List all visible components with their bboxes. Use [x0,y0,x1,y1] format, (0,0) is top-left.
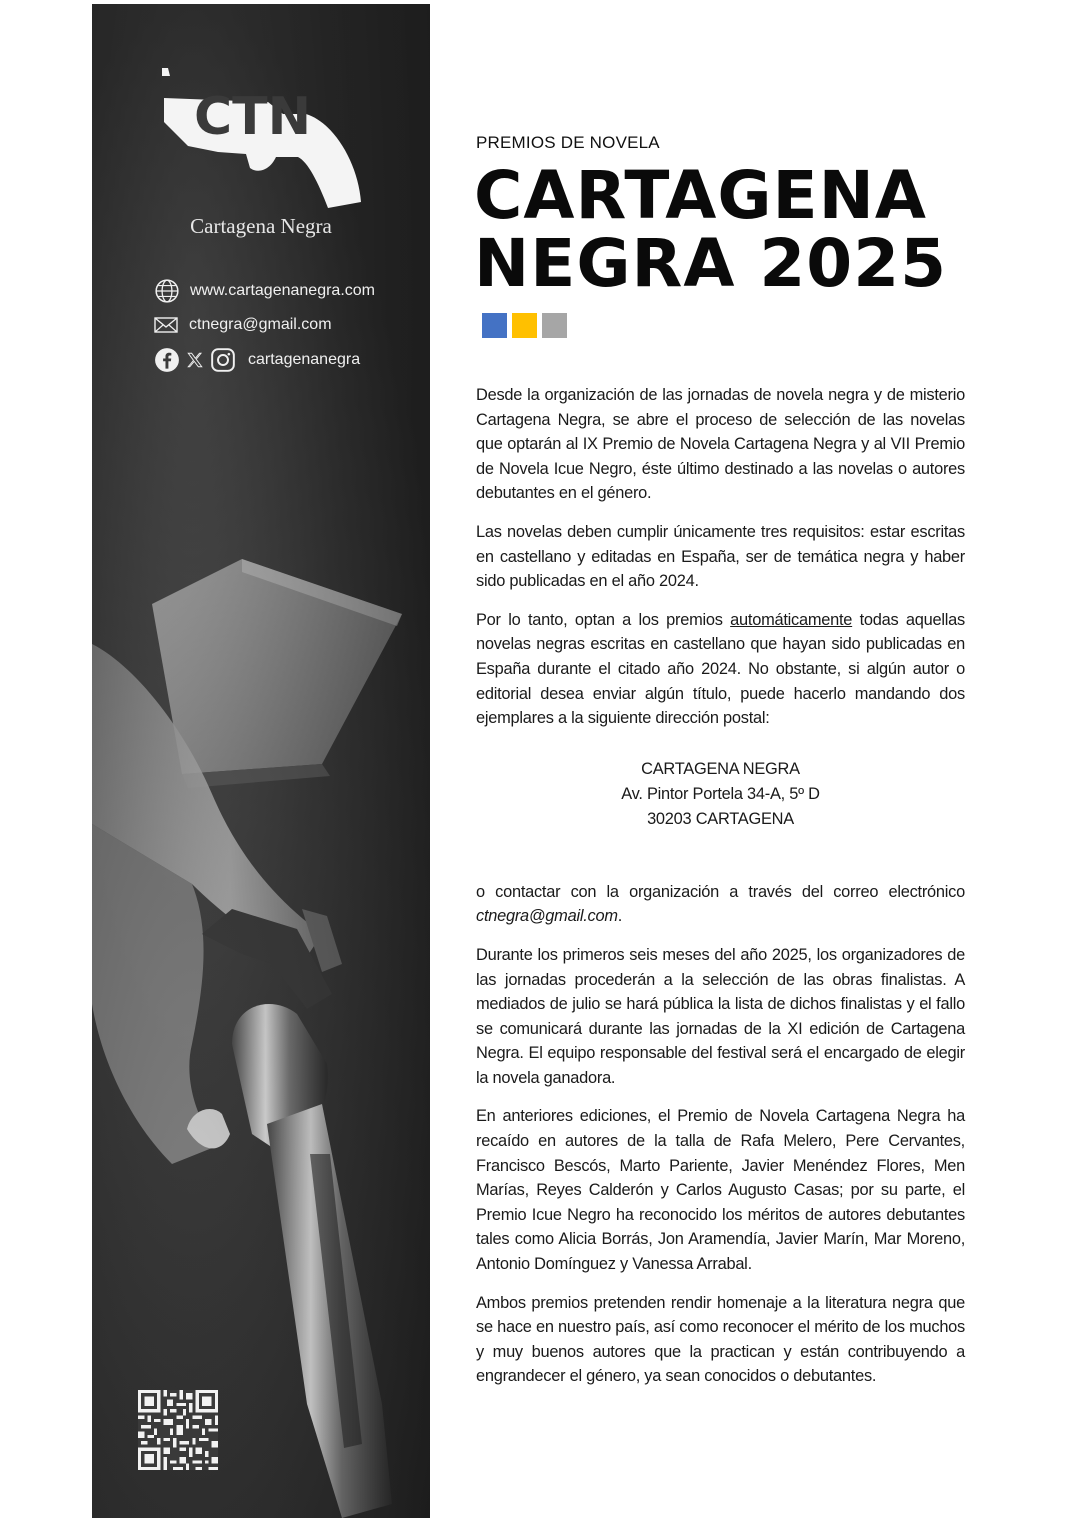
paragraph-closing: Ambos premios pretenden rendir homenaje a la literatura negra que se hace en nuestro país, así como reconocer el mérito de los muchos y muy buenos autores que la practican y están contribuyendo a engrandecer el género, ya sean conocidos o debutantes. [476,1293,965,1386]
ctn-logo [158,62,368,222]
paragraph-automatic-end: todas aquellas novelas negras escritas en castellano que hayan sido publicadas en España durante el citado año 2024. No obstante, si algún autor o editorial desea enviar algún título, puede hacerlo mandando dos ejemplares a la siguiente dirección postal: [476,610,965,728]
paragraph-schedule: Durante los primeros seis meses del año 2025, los organizadores de las jornadas procederán a la selección de las obras finalistas. A mediados de julio se hará pública la lista de dichos finalistas y el fallo se comunicará durante las jornadas de la XI edición de Cartagena Negra. El equipo responsable del festival será el encargado de elegir la novela ganadora. [476,945,965,1087]
facebook-icon[interactable] [154,347,180,373]
paragraph-automatic-start: Por lo tanto, optan a los premios [476,610,731,629]
instagram-icon[interactable] [210,347,236,373]
paragraph-past-winners: En anteriores ediciones, el Premio de Novela Cartagena Negra ha recaído en autores de la talla de Rafa Melero, Pere Cervantes, Francisco Bescós, Marto Pariente, Javier Menéndez Flores, Men Marías, Reyes Calderón y Carlos Augusto Casas; por su parte, el Premio Icue Negro ha reconocido los méritos de autores debutantes tales como Alicia Borrás, Jon Aramendía, Javier Marín, Mar Moreno, Antonio Domínguez y Vanessa Arrabal. [476,1107,965,1274]
title-line-1: CARTAGENA [474,157,927,234]
page-title [474,157,1034,302]
paragraph-contact [476,880,965,929]
swatch-blue [482,313,507,338]
logo-letters: CTN [194,87,312,147]
color-swatches [482,313,567,338]
paragraph-automatic [476,608,965,731]
paragraph-contact-start: o contactar con la organización a través del correo electrónico [476,882,965,901]
mail-icon [154,316,178,334]
kicker-label: PREMIOS DE NOVELA [476,133,660,152]
brand-name: Cartagena Negra [190,214,332,238]
website-row[interactable] [154,277,375,305]
social-row[interactable] [154,346,360,374]
address-line-3: 30203 CARTAGENA [647,809,794,828]
globe-icon [154,278,180,304]
qr-code[interactable] [138,1390,218,1470]
swatch-gray [542,313,567,338]
x-icon[interactable] [186,351,204,369]
paragraph-intro: Desde la organización de las jornadas de novela negra y de misterio Cartagena Negra, se abre el proceso de selección de las novelas que optarán al IX Premio de Novela Cartagena Negra y al VII Premio de Novela Icue Negro, éste último destinado a las novelas o autores debutantes en el género. [476,386,965,503]
address-line-2: Av. Pintor Portela 34-A, 5º D [621,784,820,803]
title-line-2: NEGRA 2025 [474,225,948,302]
paragraph-requirements: Las novelas deben cumplir únicamente tres requisitos: estar escritas en castellano y editadas en España, ser de temática negra y haber sido publicadas en el año 2024. [476,522,965,591]
contact-email-link[interactable]: ctnegra@gmail.com [476,907,618,926]
social-handle[interactable]: cartagenanegra [248,351,361,368]
email-link[interactable]: ctnegra@gmail.com [189,316,332,333]
sidebar-panel [92,4,430,1518]
email-row[interactable] [154,311,332,339]
address-line-1: CARTAGENA NEGRA [641,759,800,778]
swatch-yellow [512,313,537,338]
website-link[interactable]: www.cartagenanegra.com [190,282,375,299]
body-text [476,383,965,1403]
postal-address [476,757,965,832]
automatic-emphasis: automáticamente [730,610,853,629]
paragraph-contact-end: . [617,907,623,926]
